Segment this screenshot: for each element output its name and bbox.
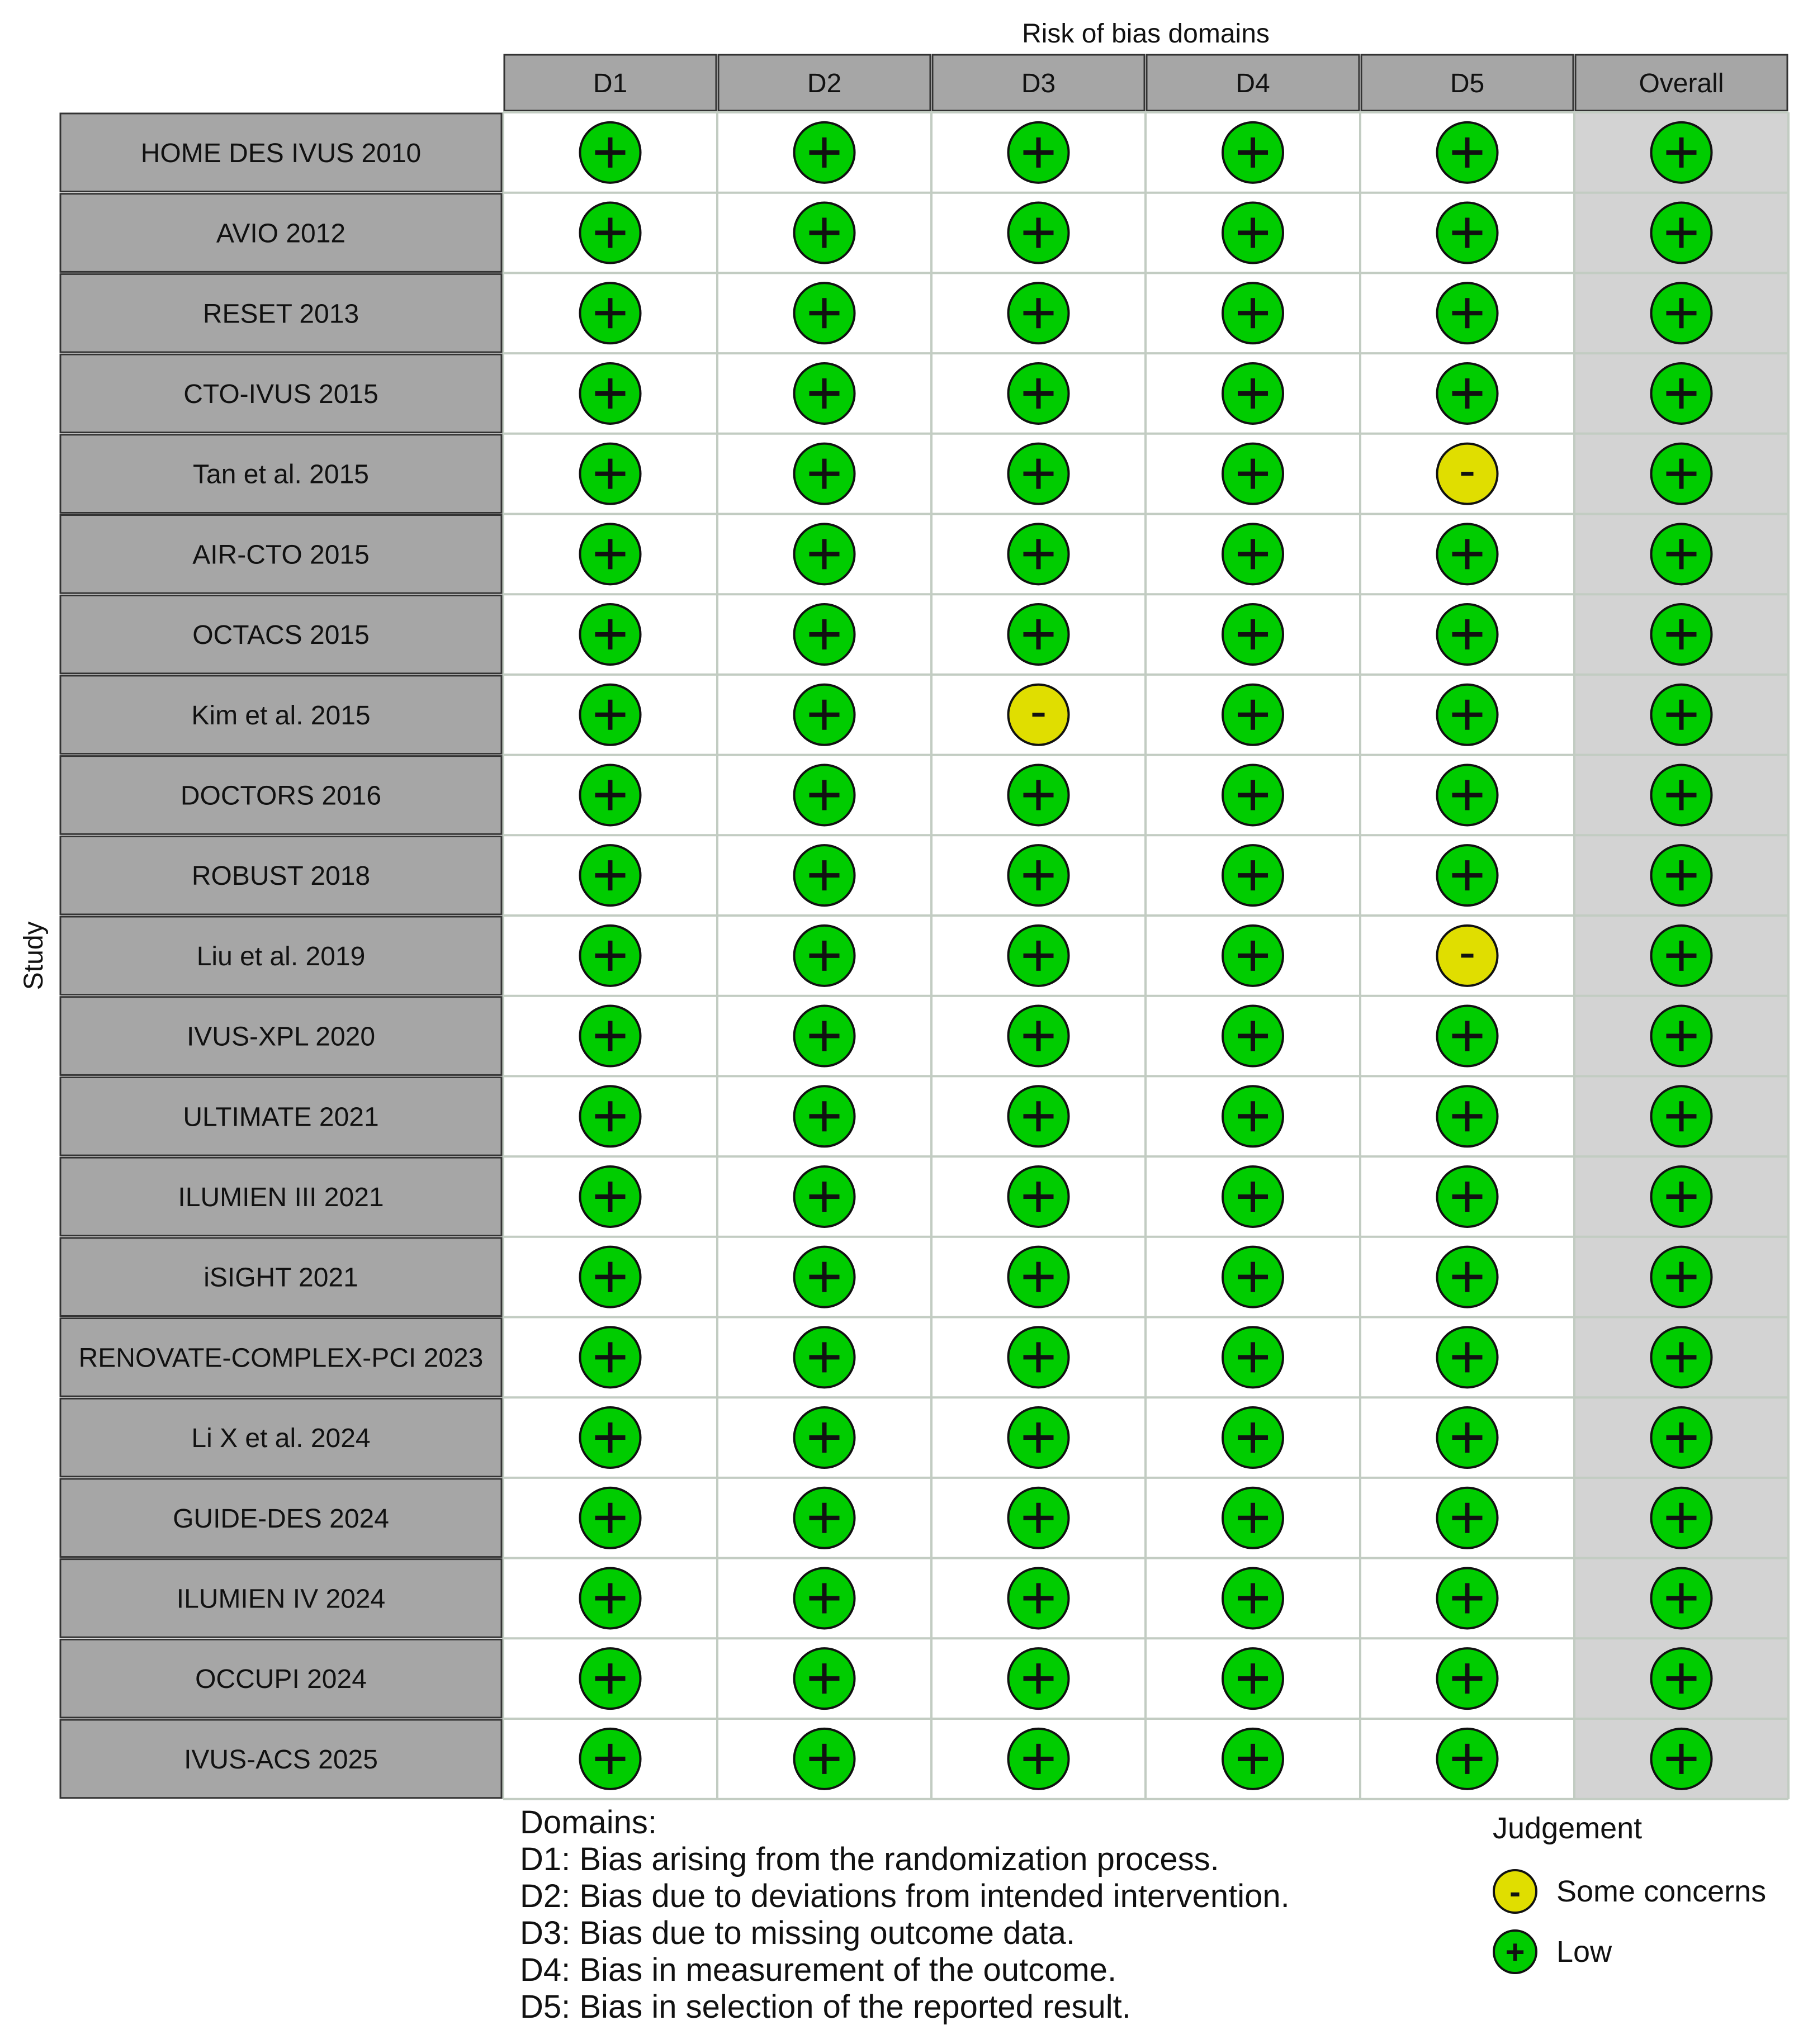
study-label: GUIDE-DES 2024 bbox=[173, 1504, 389, 1534]
judgement-legend-title: Judgement bbox=[1493, 1811, 1643, 1845]
study-label: ROBUST 2018 bbox=[191, 861, 371, 891]
low-risk-icon: + bbox=[1493, 1929, 1537, 1974]
domains-legend-item-d1: D1: Bias arising from the randomization process. bbox=[520, 1841, 1219, 1877]
study-label: DOCTORS 2016 bbox=[180, 781, 382, 811]
study-label: IVUS-XPL 2020 bbox=[186, 1022, 376, 1052]
domains-legend bbox=[520, 1804, 1290, 2026]
column-header-d4: D4 bbox=[1236, 69, 1270, 98]
column-header-d5: D5 bbox=[1450, 69, 1485, 98]
domains-legend-title: Domains: bbox=[520, 1804, 657, 1841]
judgement-legend-some-concerns bbox=[1493, 1861, 1766, 1922]
study-label: Kim et al. 2015 bbox=[191, 700, 371, 731]
judgement-legend-low bbox=[1493, 1922, 1766, 1982]
study-label: Liu et al. 2019 bbox=[196, 941, 366, 971]
domains-legend-item-d4: D4: Bias in measurement of the outcome. bbox=[520, 1952, 1117, 1988]
chart-title: Risk of bias domains bbox=[1022, 19, 1270, 49]
study-label: iSIGHT 2021 bbox=[203, 1263, 358, 1293]
domains-legend-item-d5: D5: Bias in selection of the reported result. bbox=[520, 1989, 1131, 2025]
study-label: AIR-CTO 2015 bbox=[192, 540, 370, 570]
study-label: Li X et al. 2024 bbox=[191, 1424, 371, 1454]
low-label: Low bbox=[1556, 1935, 1612, 1969]
study-label: ILUMIEN IV 2024 bbox=[176, 1584, 386, 1614]
study-label: Tan et al. 2015 bbox=[193, 459, 369, 490]
study-label: RENOVATE-COMPLEX-PCI 2023 bbox=[78, 1343, 484, 1373]
study-label: AVIO 2012 bbox=[216, 219, 346, 249]
column-header-d3: D3 bbox=[1021, 69, 1056, 98]
column-header-overall: Overall bbox=[1639, 69, 1724, 98]
domains-legend-item-d3: D3: Bias due to missing outcome data. bbox=[520, 1915, 1075, 1951]
study-label: CTO-IVUS 2015 bbox=[183, 379, 378, 409]
study-label: OCTACS 2015 bbox=[192, 620, 370, 651]
some-concerns-icon: - bbox=[1493, 1869, 1537, 1914]
study-label: OCCUPI 2024 bbox=[195, 1664, 367, 1695]
study-label: IVUS-ACS 2025 bbox=[184, 1744, 378, 1775]
y-axis-label: Study bbox=[19, 921, 49, 990]
judgement-legend bbox=[1493, 1811, 1766, 1982]
study-label: HOME DES IVUS 2010 bbox=[140, 138, 422, 168]
column-header-d1: D1 bbox=[593, 69, 628, 98]
study-label: RESET 2013 bbox=[202, 299, 359, 329]
some-concerns-label: Some concerns bbox=[1556, 1875, 1767, 1908]
study-label: ULTIMATE 2021 bbox=[183, 1102, 379, 1132]
study-label: ILUMIEN III 2021 bbox=[178, 1182, 384, 1212]
column-header-d2: D2 bbox=[807, 69, 842, 98]
domains-legend-item-d2: D2: Bias due to deviations from intended intervention. bbox=[520, 1878, 1290, 1914]
